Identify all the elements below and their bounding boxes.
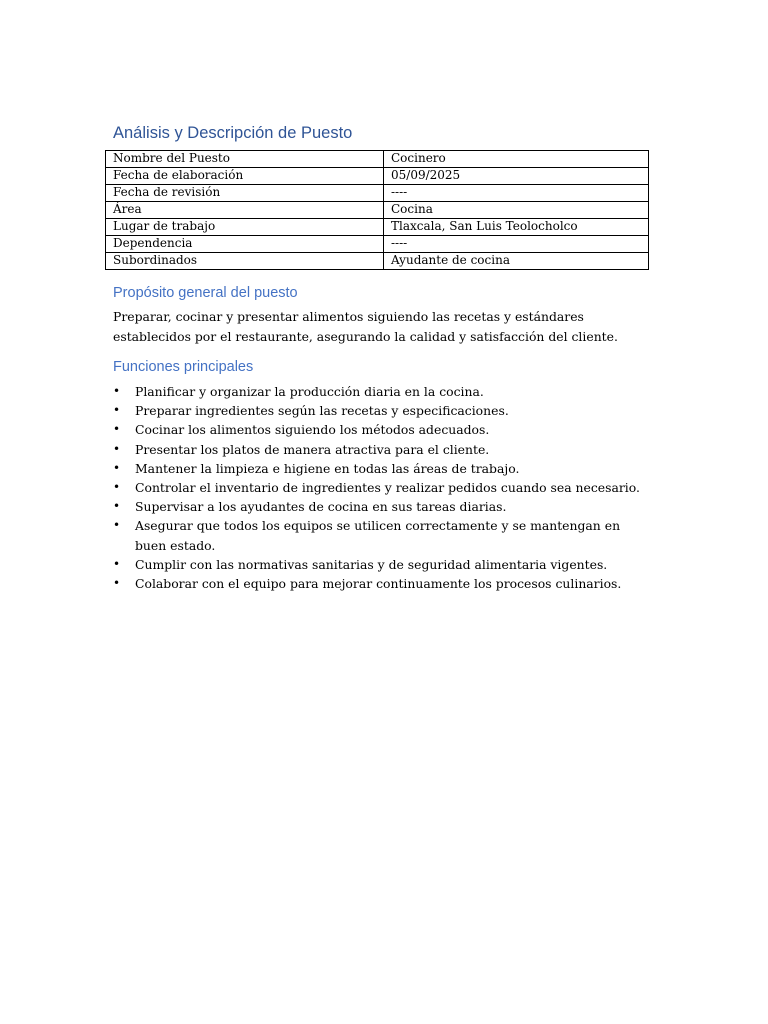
bullet-icon: • xyxy=(113,384,121,398)
list-item xyxy=(113,497,643,516)
table-row xyxy=(106,219,649,236)
list-item-text: Asegurar que todos los equipos se utilicen correctamente y se mantengan en buen estado. xyxy=(135,518,621,553)
list-item-text: Cocinar los alimentos siguiendo los métodos adecuados. xyxy=(135,422,490,438)
table-cell-label: Dependencia xyxy=(106,236,384,253)
list-item-text: Cumplir con las normativas sanitarias y de seguridad alimentaria vigentes. xyxy=(135,556,608,572)
table-cell-value: ---- xyxy=(384,185,649,202)
list-item xyxy=(113,420,643,439)
bullet-icon: • xyxy=(113,480,121,495)
list-item-text: Planificar y organizar la producción diaria en la cocina. xyxy=(135,384,484,399)
purpose-heading: Propósito general del puesto xyxy=(113,285,298,301)
list-item xyxy=(113,440,643,459)
functions-heading: Funciones principales xyxy=(113,359,254,375)
list-item xyxy=(113,459,643,478)
list-item xyxy=(113,516,643,554)
bullet-icon: • xyxy=(113,403,121,418)
list-item-text: Controlar el inventario de ingredientes y realizar pedidos cuando sea necesario. xyxy=(135,480,640,496)
bullet-icon: • xyxy=(113,499,121,514)
list-item-text: Colaborar con el equipo para mejorar continuamente los procesos culinarios. xyxy=(135,576,622,592)
list-item xyxy=(113,574,643,593)
list-item xyxy=(113,478,643,497)
list-item-text: Preparar ingredientes según las recetas y especificaciones. xyxy=(135,403,509,419)
list-item xyxy=(113,555,643,574)
table-cell-value: Ayudante de cocina xyxy=(384,253,649,270)
table-row xyxy=(106,185,649,202)
list-item-text: Presentar los platos de manera atractiva para el cliente. xyxy=(135,441,490,457)
table-cell-label: Fecha de elaboración xyxy=(106,168,384,185)
table-row xyxy=(106,151,649,168)
table-row xyxy=(106,168,649,185)
table-cell-value: Cocina xyxy=(384,202,649,219)
purpose-paragraph: Preparar, cocinar y presentar alimentos siguiendo las recetas y estándares establecidos por el restaurante, asegurando la calidad y satisfacción del cliente. xyxy=(113,309,618,344)
bullet-icon: • xyxy=(113,460,121,475)
document-title: Análisis y Descripción de Puesto xyxy=(113,124,353,142)
table-row xyxy=(106,202,649,219)
table-cell-label: Subordinados xyxy=(106,253,384,270)
list-item-text: Mantener la limpieza e higiene en todas las áreas de trabajo. xyxy=(135,460,520,476)
table-cell-label: Nombre del Puesto xyxy=(106,151,384,168)
table-cell-value: ---- xyxy=(384,236,649,253)
table-cell-label: Fecha de revisión xyxy=(106,185,384,202)
bullet-icon: • xyxy=(113,422,121,437)
bullet-icon: • xyxy=(113,441,121,456)
functions-list xyxy=(113,382,643,593)
table-cell-value: 05/09/2025 xyxy=(384,168,649,185)
bullet-icon: • xyxy=(113,518,121,533)
table-cell-value: Tlaxcala, San Luis Teolocholco xyxy=(384,219,649,236)
bullet-icon: • xyxy=(113,556,121,571)
table-row xyxy=(106,253,649,270)
bullet-icon: • xyxy=(113,576,121,591)
list-item-text: Supervisar a los ayudantes de cocina en sus tareas diarias. xyxy=(135,499,507,515)
table-cell-label: Lugar de trabajo xyxy=(106,219,384,236)
list-item xyxy=(113,382,643,401)
table-cell-label: Área xyxy=(106,202,384,219)
table-row xyxy=(106,236,649,253)
job-info-table xyxy=(105,150,649,270)
table-cell-value: Cocinero xyxy=(384,151,649,168)
list-item xyxy=(113,401,643,420)
